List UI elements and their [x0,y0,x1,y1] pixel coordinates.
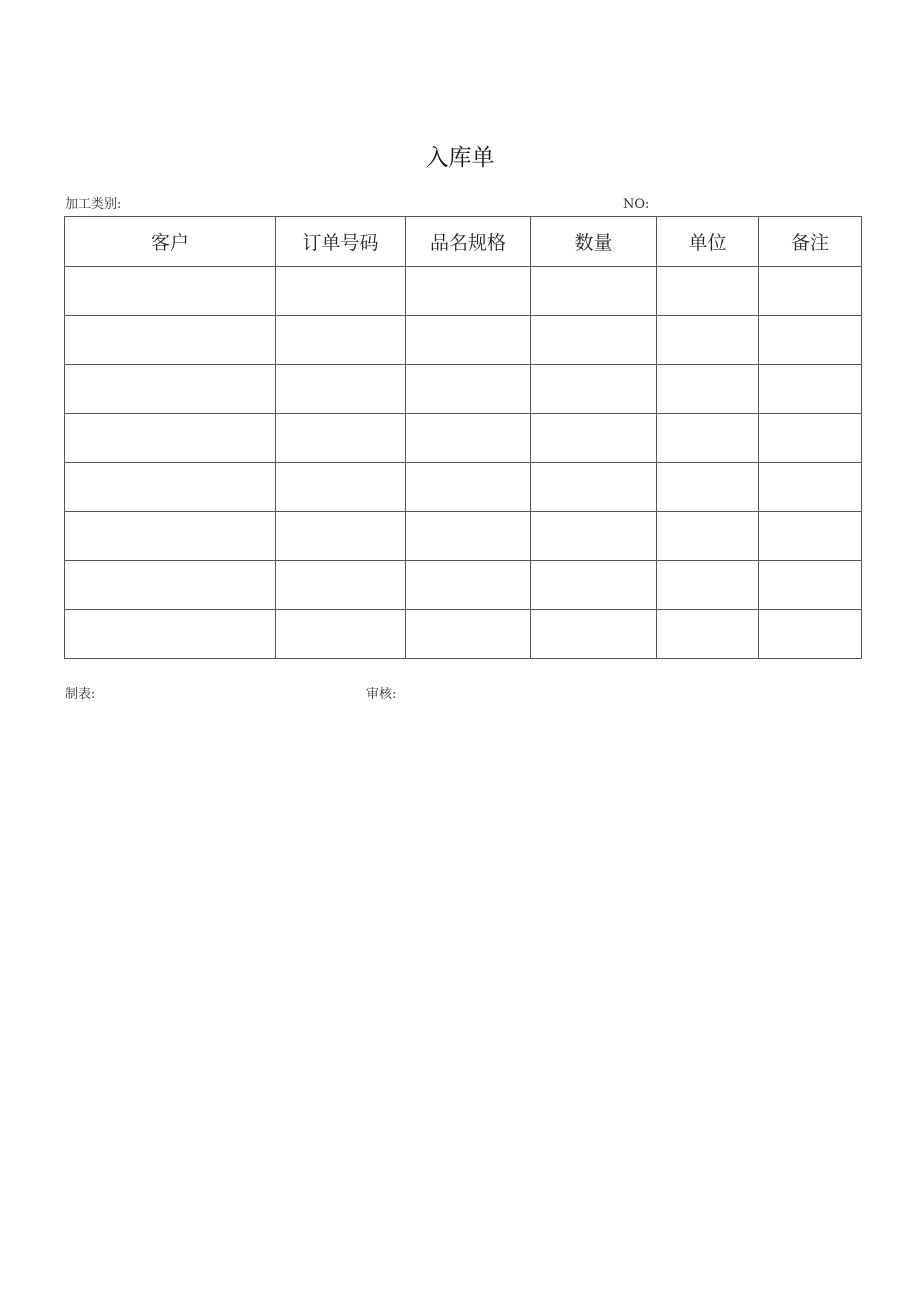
table-cell [65,512,276,561]
table-cell [531,561,657,610]
table-cell [531,365,657,414]
table-row [65,365,862,414]
category-label: 加工类别: [65,197,122,212]
table-cell [276,316,406,365]
table-cell [657,610,759,659]
table-cell [657,414,759,463]
table-cell [276,365,406,414]
table-row [65,561,862,610]
column-header-unit: 单位 [657,217,759,267]
table-cell [276,267,406,316]
table-cell [759,316,862,365]
table-cell [65,316,276,365]
table-cell [657,365,759,414]
table-row [65,463,862,512]
table-cell [65,414,276,463]
table-cell [406,316,531,365]
reviewer-label: 审核: [366,687,397,702]
table-cell [65,463,276,512]
table-cell [276,610,406,659]
number-label: NO: [623,197,650,212]
document-title: 入库单 [425,145,495,171]
table-cell [759,365,862,414]
table-cell [406,365,531,414]
table-cell [406,267,531,316]
table-header-row [65,217,862,267]
table-cell [531,512,657,561]
table-cell [406,414,531,463]
table-row [65,610,862,659]
table-cell [531,463,657,512]
table-cell [531,316,657,365]
table-cell [657,561,759,610]
column-header-customer: 客户 [65,217,276,267]
table-cell [65,365,276,414]
table-cell [406,463,531,512]
table-cell [406,610,531,659]
table-cell [531,414,657,463]
table-cell [759,561,862,610]
table-cell [759,267,862,316]
table-cell [531,267,657,316]
column-header-remarks: 备注 [759,217,862,267]
table-cell [759,414,862,463]
table-cell [759,512,862,561]
table-cell [657,316,759,365]
table-cell [657,267,759,316]
table-cell [276,463,406,512]
column-header-order-number: 订单号码 [276,217,406,267]
column-header-product-spec: 品名规格 [406,217,531,267]
table-cell [276,561,406,610]
table-row [65,512,862,561]
table-cell [759,610,862,659]
maker-label: 制表: [65,687,96,702]
table-cell [406,512,531,561]
table-row [65,267,862,316]
table-cell [657,512,759,561]
table-cell [657,463,759,512]
table-cell [276,512,406,561]
table-cell [65,610,276,659]
table-cell [531,610,657,659]
table-cell [65,267,276,316]
table-cell [65,561,276,610]
table-cell [406,561,531,610]
column-header-quantity: 数量 [531,217,657,267]
table-row [65,316,862,365]
table-cell [276,414,406,463]
table-row [65,414,862,463]
table-cell [759,463,862,512]
warehouse-entry-table [64,216,862,659]
